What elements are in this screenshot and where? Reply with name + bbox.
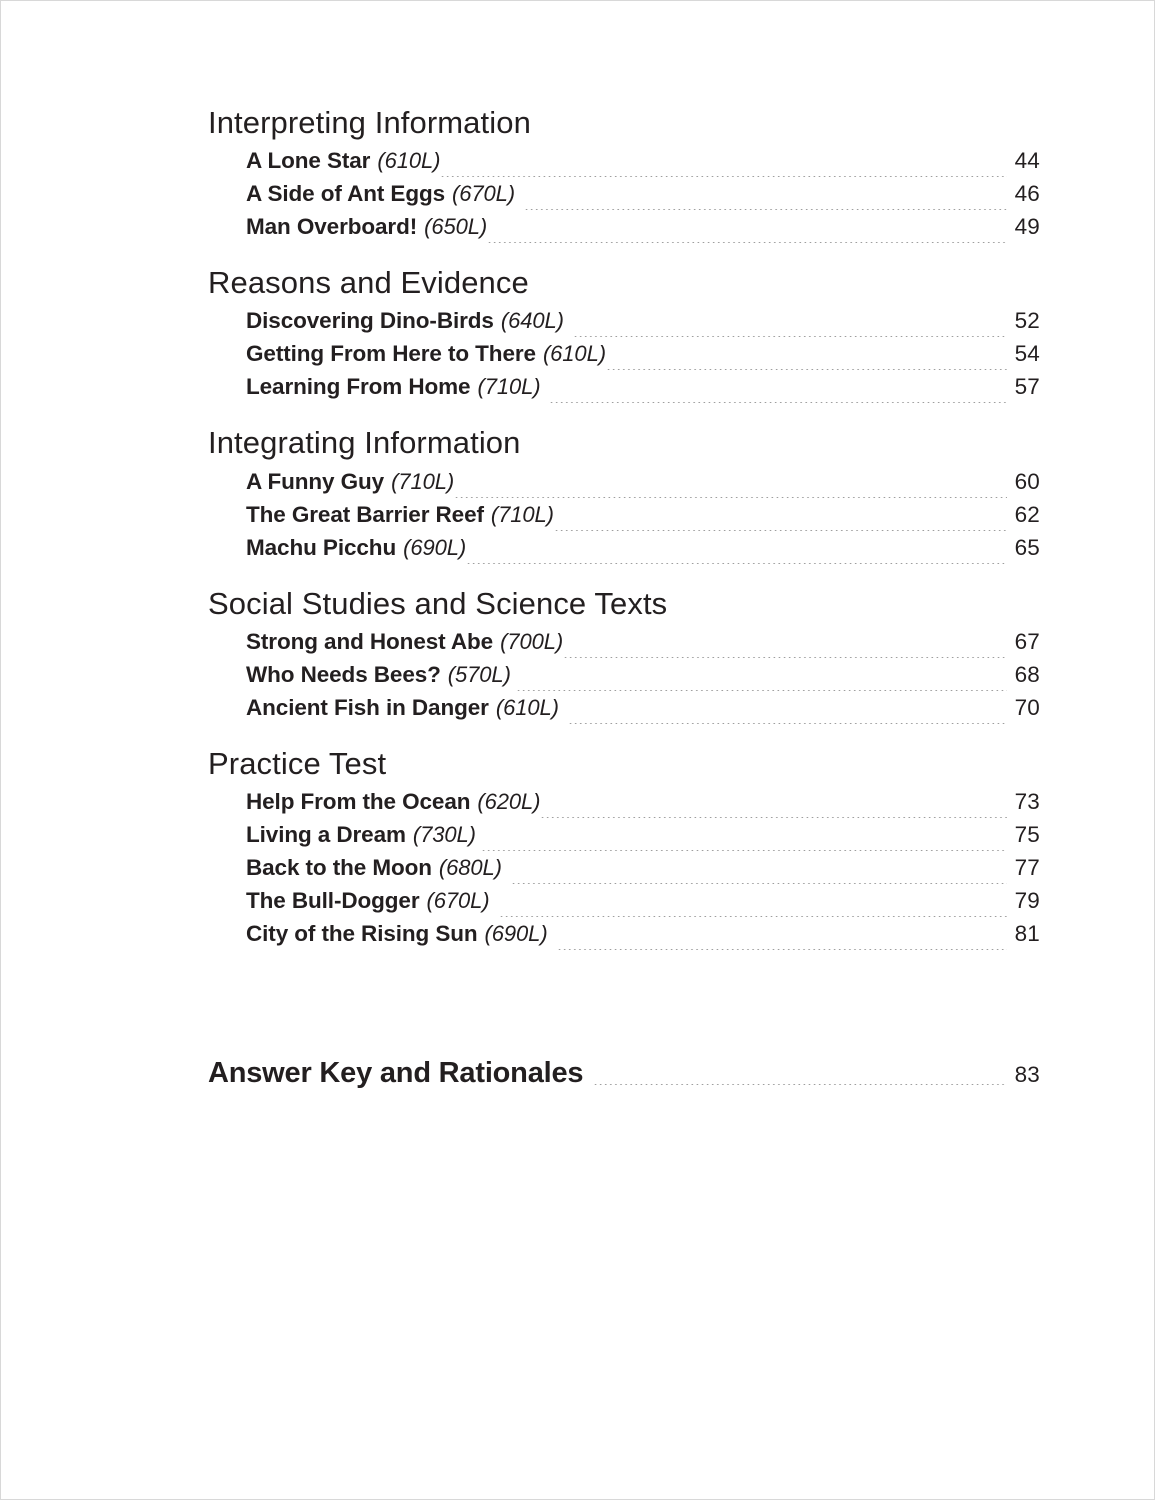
entry-title: A Lone Star (246, 148, 371, 174)
dot-leader (593, 1084, 1006, 1085)
entry-title: Getting From Here to There (246, 341, 536, 367)
dot-leader (466, 563, 1007, 564)
dot-leader (557, 949, 1007, 950)
entry-page-number: 73 (1014, 789, 1040, 815)
entry-page-number: 75 (1014, 822, 1040, 848)
entry-title: Help From the Ocean (246, 789, 471, 815)
entry-title: Machu Picchu (246, 534, 397, 560)
section-heading: Practice Test (208, 745, 387, 781)
answer-key-title: Answer Key and Rationales (208, 1057, 584, 1089)
toc-entry[interactable] (246, 214, 1040, 247)
entry-page-number: 67 (1014, 628, 1040, 654)
dot-leader (573, 336, 1007, 337)
entry-page-number: 60 (1014, 468, 1040, 494)
entry-page-number: 44 (1014, 148, 1040, 174)
answer-key-page-number: 83 (1014, 1062, 1040, 1087)
entry-page-number: 57 (1014, 374, 1040, 400)
toc-entry[interactable] (246, 148, 1040, 181)
entry-page-number: 49 (1014, 214, 1040, 240)
entry-lexile-level: (710L) (391, 468, 455, 494)
entry-page-number: 52 (1014, 308, 1040, 334)
toc-entry[interactable] (246, 921, 1040, 954)
dot-leader (563, 657, 1007, 658)
entry-page-number: 77 (1014, 855, 1040, 881)
entry-lexile-level: (710L) (477, 374, 541, 400)
entry-lexile-level: (710L) (490, 501, 554, 527)
section-heading: Reasons and Evidence (208, 265, 529, 301)
toc-entry[interactable] (246, 662, 1040, 695)
entry-title: Learning From Home (246, 374, 471, 400)
toc-section (208, 107, 1040, 247)
toc-entry[interactable] (246, 535, 1040, 568)
dot-leader (440, 176, 1007, 177)
entry-lexile-level: (670L) (426, 888, 490, 914)
toc-section (208, 267, 1040, 407)
entry-lexile-level: (610L) (495, 694, 559, 720)
dot-leader (540, 817, 1007, 818)
entry-page-number: 65 (1014, 534, 1040, 560)
entry-title: Discovering Dino-Birds (246, 308, 494, 334)
toc-section (208, 585, 1040, 728)
toc-entry[interactable] (246, 629, 1040, 662)
toc-entry[interactable] (246, 695, 1040, 728)
entry-lexile-level: (690L) (403, 534, 467, 560)
entry-page-number: 81 (1014, 921, 1040, 947)
entry-title: Strong and Honest Abe (246, 628, 494, 654)
entry-title: Back to the Moon (246, 855, 432, 881)
toc-section (208, 745, 1040, 954)
toc-entry[interactable] (246, 374, 1040, 407)
entry-lexile-level: (730L) (412, 822, 476, 848)
entry-lexile-level: (640L) (500, 308, 564, 334)
toc-entry[interactable] (246, 888, 1040, 921)
toc-entry[interactable] (246, 469, 1040, 502)
toc-section (208, 427, 1040, 567)
answer-key-entry[interactable] (208, 1057, 1040, 1090)
toc-entry[interactable] (246, 855, 1040, 888)
toc-entry[interactable] (246, 341, 1040, 374)
dot-leader (481, 850, 1007, 851)
dot-leader (524, 209, 1007, 210)
entry-page-number: 54 (1014, 341, 1040, 367)
toc-entry[interactable] (246, 822, 1040, 855)
toc-entry[interactable] (246, 308, 1040, 341)
entry-lexile-level: (680L) (438, 855, 502, 881)
section-heading: Integrating Information (208, 425, 521, 461)
entry-title: Who Needs Bees? (246, 661, 441, 687)
toc-entry[interactable] (246, 789, 1040, 822)
section-heading: Social Studies and Science Texts (208, 585, 668, 621)
entry-page-number: 79 (1014, 888, 1040, 914)
dot-leader (554, 530, 1007, 531)
entry-lexile-level: (610L) (377, 148, 441, 174)
entry-title: A Side of Ant Eggs (246, 181, 446, 207)
entry-page-number: 46 (1014, 181, 1040, 207)
entry-lexile-level: (670L) (452, 181, 516, 207)
dot-leader (499, 916, 1008, 917)
entry-lexile-level: (650L) (424, 214, 488, 240)
dot-leader (549, 402, 1007, 403)
table-of-contents (208, 107, 1040, 954)
entry-lexile-level: (620L) (477, 789, 541, 815)
dot-leader (568, 723, 1007, 724)
dot-leader (606, 369, 1007, 370)
entry-title: A Funny Guy (246, 468, 385, 494)
entry-lexile-level: (700L) (500, 628, 564, 654)
entry-page-number: 70 (1014, 694, 1040, 720)
entry-title: City of the Rising Sun (246, 921, 478, 947)
entry-title: The Bull-Dogger (246, 888, 420, 914)
entry-title: The Great Barrier Reef (246, 501, 484, 527)
section-heading: Interpreting Information (208, 105, 531, 140)
entry-page-number: 68 (1014, 661, 1040, 687)
dot-leader (487, 242, 1007, 243)
entry-title: Ancient Fish in Danger (246, 694, 489, 720)
entry-title: Man Overboard! (246, 214, 418, 240)
toc-entry[interactable] (246, 181, 1040, 214)
entry-lexile-level: (610L) (542, 341, 606, 367)
entry-title: Living a Dream (246, 822, 406, 848)
dot-leader (511, 883, 1007, 884)
entry-lexile-level: (690L) (484, 921, 548, 947)
entry-page-number: 62 (1014, 501, 1040, 527)
dot-leader (454, 497, 1007, 498)
toc-entry[interactable] (246, 502, 1040, 535)
entry-lexile-level: (570L) (447, 661, 511, 687)
dot-leader (516, 690, 1007, 691)
